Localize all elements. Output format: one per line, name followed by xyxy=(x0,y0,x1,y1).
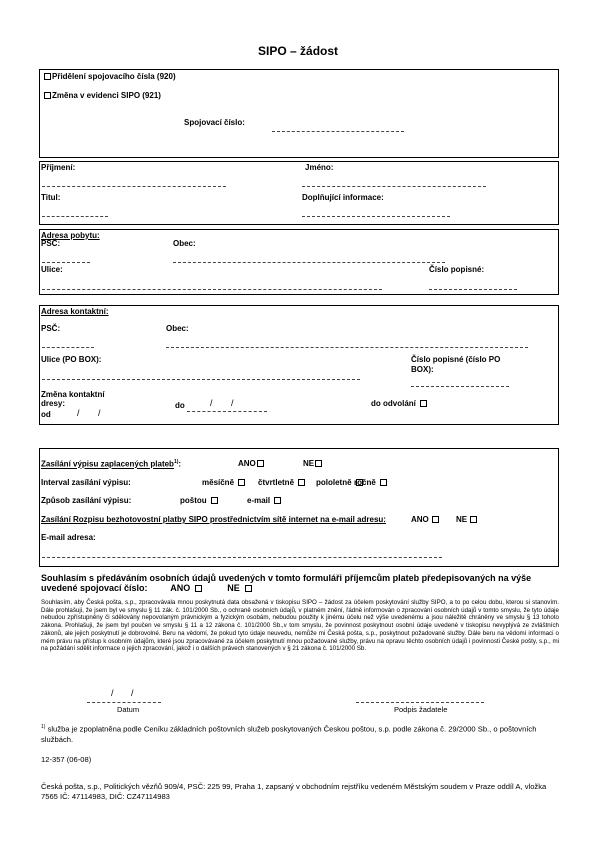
checkbox-email[interactable] xyxy=(274,497,281,504)
checkbox-statement-no[interactable] xyxy=(315,460,322,467)
consent-legal-text: Souhlasím, aby Česká pošta, s.p., zpracovávala mnou poskytnutá data obsažená v tiskopisu SIPO – žádost za účelem poskytování služby SIPO, a to po celou dobu, kterou si stanovím. Dále prohlašuji, že jsem byl ve smyslu § 11 zák. č. 101/2000 Sb., o ochraně osobních údajů, v platném znění, řádně informován o zpracování osobních údajů v tomto smyslu, že tyto údaje nebudou zpřístupněny či sdělovány nepovolaným právnickým a fyzickým osobám, nebudou použity k jinému účelu než výše uvedenému a jsou náležitě chráněny ve smyslu § 13 tohoto zákona. Prohlašuji, že jsem byl poučen ve smyslu § 11 a 12 zákona č. 101/2000 Sb.,v tom smyslu, že povinnost poskytnout osobní údaje uvedené v tiskopisu nevyplývá ze zvláštních zákonů, ale jejich poskytnutí je dobrovolné. Beru na vědomí, že pokud tyto údaje neuvedu, nemůže mi Česká pošta, s.p., poskytnout požadované služby. Dále beru na vědomí informaci o mém právu na přístup k osobním údajům, které jsou zpracovávané za účelem poskytnutí mnou požadované služby, právu na opravu těchto osobních údajů i povinnosti České pošty, s.p., mi na požádání sdělit informace o jejich zpracování, jakož i o dalších právech stanovených v § 21 zákona č. 101/2000 Sb. xyxy=(41,599,559,653)
contact-street-field[interactable] xyxy=(42,379,360,380)
residence-obec-field[interactable] xyxy=(173,262,445,263)
date-field[interactable] xyxy=(87,702,161,703)
checkbox-monthly[interactable] xyxy=(238,479,245,486)
checkbox-statement-yes[interactable] xyxy=(257,460,264,467)
consent-block xyxy=(41,573,559,593)
contact-obec-label: Obec: xyxy=(166,324,189,333)
checkbox-consent-no[interactable] xyxy=(245,585,252,592)
firstname-field[interactable] xyxy=(302,186,486,187)
consent-yes-option[interactable]: ANO xyxy=(170,583,204,593)
option-assign-number[interactable]: Přidělení spojovacího čísla (920) xyxy=(44,72,176,81)
residence-obec-label: Obec: xyxy=(173,239,196,248)
residence-psc-field[interactable] xyxy=(42,262,90,263)
residence-street-label: Ulice: xyxy=(41,265,63,274)
residence-house-number-label: Číslo popisné: xyxy=(429,265,485,274)
contact-street-label: Ulice (PO BOX): xyxy=(41,355,102,364)
additional-info-field[interactable] xyxy=(302,216,450,217)
contact-house-number-label: Číslo popisné (číslo PO BOX): xyxy=(411,355,501,374)
signature-label: Podpis žadatele xyxy=(394,705,448,714)
internet-no-option[interactable]: NE xyxy=(456,515,479,524)
to-date-separator-2: / xyxy=(231,398,234,408)
contact-psc-field[interactable] xyxy=(42,347,94,348)
method-post-option[interactable]: poštou xyxy=(180,496,220,505)
checkbox-assign-number[interactable] xyxy=(44,73,51,80)
degree-label: Titul: xyxy=(41,193,61,202)
statement-yes-option[interactable]: ANO xyxy=(238,459,266,468)
statement-no-option[interactable]: NE xyxy=(303,459,324,468)
contact-change-label-2: dresy: xyxy=(41,399,66,408)
firstname-label: Jméno: xyxy=(305,163,334,172)
connection-number-label: Spojovací číslo: xyxy=(184,118,245,127)
connection-number-field[interactable] xyxy=(272,131,404,132)
date-separator-1: / xyxy=(111,688,114,698)
internet-statement-label: Zasílání Rozpisu bezhotovostní platby SIPO prostřednictvím sítě internet na e-mail adresu: xyxy=(41,515,386,524)
interval-quarterly-option[interactable]: čtvrtletně xyxy=(258,478,307,487)
checkbox-until-revoked[interactable] xyxy=(420,400,427,407)
checkbox-quarterly[interactable] xyxy=(298,479,305,486)
checkbox-change-record[interactable] xyxy=(44,92,51,99)
residence-heading: Adresa pobytu: xyxy=(41,231,100,240)
contact-change-label-1: Změna kontaktní xyxy=(41,390,105,399)
method-email-option[interactable]: e-mail xyxy=(247,496,283,505)
surname-label: Příjmení: xyxy=(41,163,76,172)
checkbox-internet-yes[interactable] xyxy=(432,516,439,523)
method-label: Způsob zasílání výpisu: xyxy=(41,496,132,505)
checkbox-yearly[interactable] xyxy=(380,479,387,486)
date-separator-2: / xyxy=(131,688,134,698)
company-info: Česká pošta, s.p., Politických vězňů 909/4, PSČ: 225 99, Praha 1, zapsaný v obchodním rejstříku vedeném Městským soudem v Praze oddíl A, vložka 7565 IČ: 47114983, DIČ: CZ47114983 xyxy=(41,782,547,801)
interval-yearly-option[interactable]: ročně xyxy=(354,478,389,487)
footnote: $^{1)}$ služba je zpoplatněna podle Ceníku základních poštovních služeb poskytovaných Českou poštou, s.p. podle zákona č. 29/2000 Sb., o poštovních službách. xyxy=(41,724,537,744)
consent-heading: Souhlasím s předáváním osobních údajů uvedených v tomto formuláři příjemcům plateb předepisovaných na výše uvedené spojovací číslo: xyxy=(41,573,532,593)
from-date-separator-2: / xyxy=(98,408,101,418)
email-address-label: E-mail adresa: xyxy=(41,533,96,542)
checkbox-consent-yes[interactable] xyxy=(195,585,202,592)
checkbox-internet-no[interactable] xyxy=(470,516,477,523)
degree-field[interactable] xyxy=(42,216,108,217)
form-code: 12-357 (06-08) xyxy=(41,755,92,764)
contact-psc-label: PSČ: xyxy=(41,324,61,333)
option-change-record[interactable]: Změna v evidenci SIPO (921) xyxy=(44,91,161,100)
statement-sending-row: Zasílání výpisu zaplacených plateb$^{1)}$: xyxy=(41,459,182,469)
checkbox-post[interactable] xyxy=(211,497,218,504)
residence-house-number-field[interactable] xyxy=(429,289,517,290)
section-personal xyxy=(39,161,559,225)
page-title: SIPO – žádost xyxy=(258,44,339,58)
residence-street-field[interactable] xyxy=(42,289,382,290)
interval-halfyearly-option[interactable]: pololetně xyxy=(316,478,365,487)
interval-monthly-option[interactable]: měsíčně xyxy=(202,478,247,487)
contact-from-label: od xyxy=(41,410,51,419)
contact-heading: Adresa kontaktní: xyxy=(41,307,109,316)
date-label: Datum xyxy=(117,705,140,714)
contact-to-label: do xyxy=(175,401,185,410)
contact-house-number-field[interactable] xyxy=(411,386,509,387)
surname-field[interactable] xyxy=(42,186,226,187)
contact-obec-field[interactable] xyxy=(166,347,528,348)
additional-info-label: Doplňující informace: xyxy=(302,193,384,202)
internet-yes-option[interactable]: ANO xyxy=(411,515,441,524)
signature-field[interactable] xyxy=(356,702,484,703)
residence-psc-label: PSČ: xyxy=(41,239,61,248)
to-date-field[interactable] xyxy=(187,411,267,412)
interval-label: Interval zasílání výpisu: xyxy=(41,478,131,487)
to-date-separator-1: / xyxy=(210,398,213,408)
from-date-separator-1: / xyxy=(77,408,80,418)
section-request-type xyxy=(39,69,559,158)
email-address-field[interactable] xyxy=(42,557,442,558)
until-revoked-option[interactable]: do odvolání xyxy=(371,399,429,408)
consent-no-option[interactable]: NE xyxy=(227,583,254,593)
